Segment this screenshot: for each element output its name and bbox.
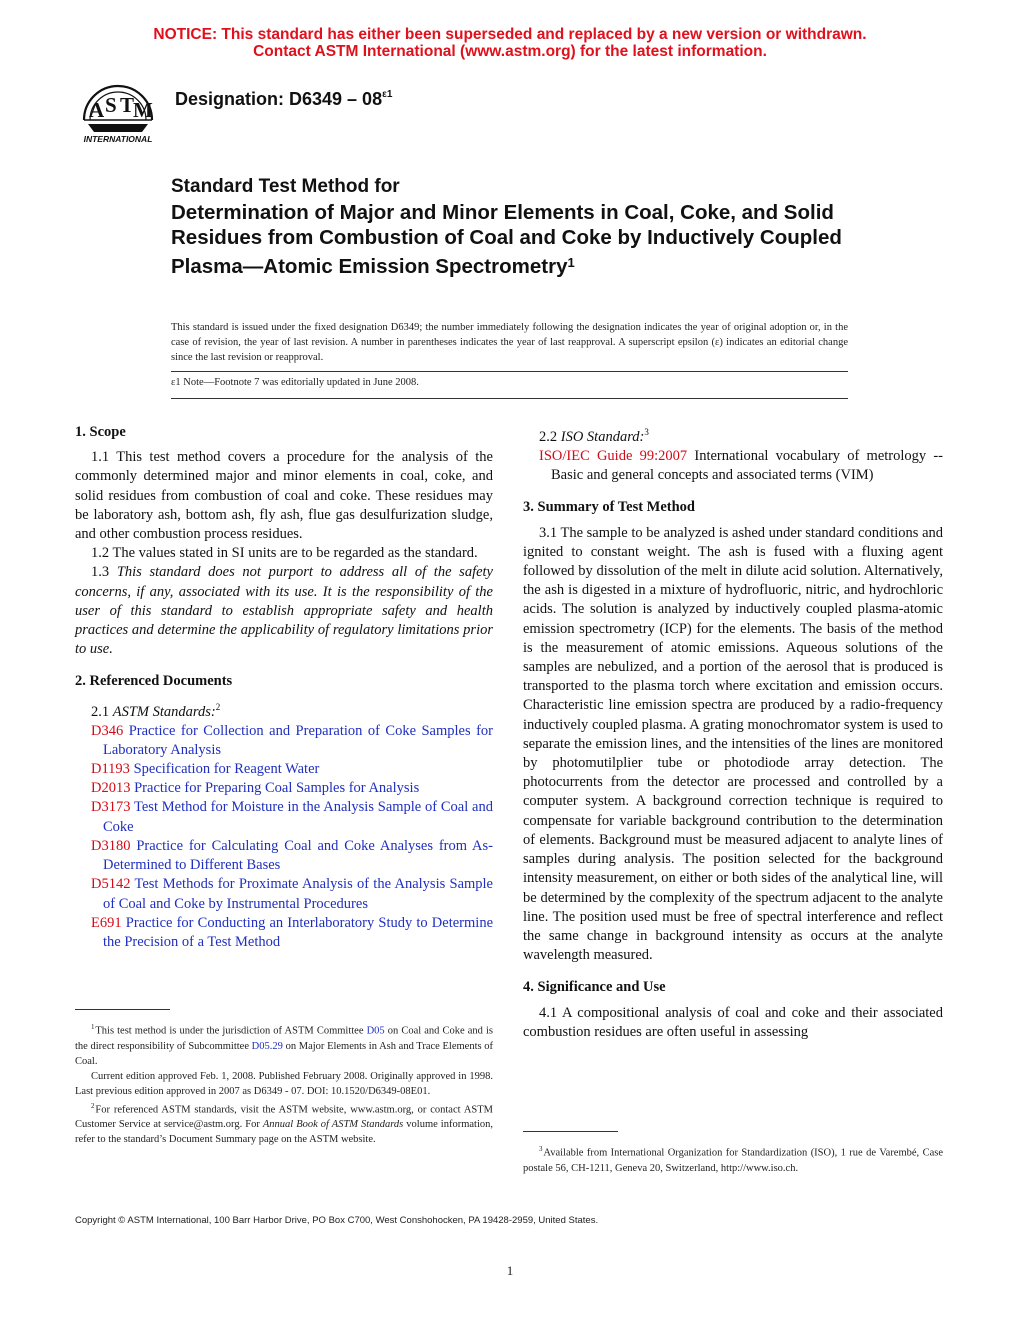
reference-code[interactable]: E691	[91, 914, 122, 931]
footnote-1	[75, 1020, 493, 1069]
designation-label: Designation: D6349 – 08	[175, 89, 383, 109]
summary-paragraph-1: 3.1 The sample to be analyzed is ashed under standard conditions and ignited to constant weight. The ash is fused with a fluxing agent followed by dissolution of the melt in dilute acid solution. Alternatively, the ash is digested in a mixture of hydrofluoric, nitric, and hydrochloric acids. The solution is analyzed by inductively coupled plasma-atomic emission spectrometry (ICP) for the elements. The basis of the method is the measurement of atomic emissions. Aqueous solutions of the samples are nebulized, and a portion of the aerosol that is produced is transported to the plasma torch where excitation and emission occurs. Characteristic line emission spectra are produced by a radio-frequency inductively coupled plasma. A grating monochromator system is used to separate the emission lines, and the intensities of the lines are monitored by photomutilplier tube or photodiode array detection. The photocurrents from the detector are processed and controlled by a computer system. A background correction technique is required to compensate for variable background contribution to the determination of elements. Background must be measured adjacent to analyte lines of samples during analysis. The position selected for the background intensity measurement, on either or both sides of the analytical line, will be determined by the complexity of the spectrum adjacent to the analyte line. The position used must be free of spectral interference and reflect the same change in background intensity as occurs at the analyte wavelength measured.	[523, 524, 944, 964]
significance-paragraph-1: 4.1 A compositional analysis of coal and coke and their associated combustion residues are often useful in assessing	[523, 1004, 943, 1040]
standard-issuance-note: This standard is issued under the fixed designation D6349; the number immediately following the designation indicates the year of original adoption or, in the case of revision, the year of last revision. A number in parentheses indicates the year of last reapproval. A superscript epsilon (ε) indicates an editorial change since the last revision or reapproval.	[171, 322, 848, 363]
title-footnote-mark: 1	[567, 255, 575, 270]
svg-text:S: S	[105, 93, 117, 117]
reference-code[interactable]: D346	[91, 722, 124, 739]
reference-title[interactable]: Practice for Collection and Preparation of Coke Samples for Laboratory Analysis	[103, 722, 494, 758]
notice-line-2: Contact ASTM International (www.astm.org) for the latest information.	[253, 43, 767, 60]
scope-paragraph-3	[75, 563, 493, 659]
reference-code[interactable]: D3180	[91, 837, 131, 854]
reference-code[interactable]: D2013	[91, 780, 131, 797]
reference-code[interactable]: D1193	[91, 761, 130, 778]
iso-standard-text: ISO Standard:	[560, 428, 645, 445]
logo-subtext: INTERNATIONAL	[83, 134, 153, 144]
footnote-2-text-a: For referenced ASTM standards, visit the ASTM website, www.astm.org, or contact ASTM Customer Service at service@astm.org. For	[75, 1104, 493, 1130]
divider	[171, 371, 848, 372]
iso-reference-item[interactable]	[539, 447, 943, 485]
footnotes-left	[75, 1020, 493, 1147]
reference-title[interactable]: Practice for Conducting an Interlaboratory Study to Determine the Precision of a Test Method	[103, 914, 493, 950]
designation	[175, 89, 392, 110]
committee-link[interactable]: D05	[366, 1025, 385, 1037]
iso-standard-label	[523, 423, 943, 447]
footnote-1-text-a: This test method is under the jurisdiction of ASTM Committee	[95, 1025, 364, 1037]
reference-code[interactable]: D3173	[91, 799, 131, 816]
reference-title[interactable]: Specification for Reagent Water	[133, 761, 320, 778]
scope-paragraph-2: 1.2 The values stated in SI units are to be regarded as the standard.	[91, 545, 478, 562]
svg-text:T: T	[120, 93, 135, 117]
designation-superscript: ε1	[382, 89, 393, 100]
scope-heading: 1. Scope	[75, 424, 126, 440]
reference-item[interactable]	[91, 914, 493, 952]
reference-item[interactable]	[91, 722, 493, 760]
iso-reference-code[interactable]: ISO/IEC Guide 99:2007	[539, 448, 688, 465]
footnote-1-mark: 1	[91, 1023, 95, 1031]
footnote-3-mark: 3	[539, 1145, 543, 1153]
footnote-divider	[523, 1131, 618, 1132]
title-main-text: Determination of Major and Minor Elements in Coal, Coke, and Solid Residues from Combustion of Coal and Coke by Inductively Coupled Plasma—Atomic Emission Spectrometry	[171, 201, 842, 278]
astm-logo	[76, 76, 160, 152]
footnote-divider	[75, 1009, 170, 1010]
footnotes-right	[523, 1142, 943, 1176]
epsilon-note: ε1 Note—Footnote 7 was editorially updated in June 2008.	[171, 377, 419, 388]
reference-item[interactable]	[91, 798, 493, 836]
significance-heading: 4. Significance and Use	[523, 979, 666, 996]
withdrawn-notice	[0, 26, 1020, 60]
copyright-line: Copyright © ASTM International, 100 Barr Harbor Drive, PO Box C700, West Conshohocken, PA 19428-2959, United States.	[75, 1215, 599, 1226]
iso-standard-number: 2.2	[539, 428, 558, 445]
reference-item[interactable]	[91, 875, 493, 913]
footnote-1-text-c: on Major Elements in Ash and Trace Elements of Coal.	[75, 1040, 493, 1067]
page-number: 1	[506, 1263, 514, 1278]
footnote-2-italic: Annual Book of ASTM Standards	[262, 1119, 404, 1130]
reference-title[interactable]: Test Methods for Proximate Analysis of the Analysis Sample of Coal and Coke by Instrumental Procedures	[103, 876, 493, 912]
footnote-1-text-b: on Coal and Coke and is the direct responsibility of Subcommittee	[75, 1025, 494, 1052]
referenced-documents-list	[75, 722, 493, 952]
reference-item[interactable]	[91, 760, 493, 779]
scope-paragraph-3-text: This standard does not purport to address all of the safety concerns, if any, associated with its use. It is the responsibility of the user of this standard to establish appropriate safety and health practices and determine the applicability of regulatory limitations prior to use.	[75, 564, 493, 658]
astm-standards-sup: 2	[215, 701, 221, 712]
iso-reference-title: International vocabulary of metrology -- Basic and general concepts and associated terms (VIM)	[551, 448, 944, 484]
reference-code[interactable]: D5142	[91, 876, 131, 893]
svg-text:A: A	[89, 98, 105, 122]
reference-title[interactable]: Test Method for Moisture in the Analysis Sample of Coal and Coke	[103, 799, 493, 835]
iso-standard-sup: 3	[644, 427, 649, 437]
title-line-1: Standard Test Method for	[171, 176, 400, 197]
referenced-documents-heading: 2. Referenced Documents	[75, 673, 233, 690]
footnote-2-mark: 2	[91, 1101, 95, 1110]
scope-paragraph-1: 1.1 This test method covers a procedure for the analysis of the commonly determined major and minor elements in coal, coke, and solid residues from combustion of coal and coke. These residues may be laboratory ash, bottom ash, fly ash, flue gas desulfurization sludge, and other combustion process residues.	[75, 449, 493, 543]
astm-standards-number: 2.1	[91, 703, 110, 720]
astm-standards-label	[75, 698, 493, 722]
footnote-1-edition: Current edition approved Feb. 1, 2008. Published February 2008. Originally approved in 1998. Last previous edition approved in 2007 as D6349 - 07. DOI: 10.1520/D6349-08E01.	[75, 1070, 493, 1097]
divider	[171, 398, 848, 399]
footnote-2-text-b: volume information, refer to the standard’s Document Summary page on the ASTM website.	[75, 1119, 493, 1145]
notice-line-1: NOTICE: This standard has either been superseded and replaced by a new version or withdrawn.	[153, 26, 867, 43]
scope-paragraph-3-number: 1.3	[91, 564, 110, 581]
footnote-3	[523, 1142, 943, 1176]
reference-item[interactable]	[91, 837, 493, 875]
title-main	[171, 200, 871, 279]
reference-title[interactable]: Practice for Calculating Coal and Coke Analyses from As-Determined to Different Bases	[103, 837, 493, 874]
right-column	[523, 423, 943, 1042]
reference-item[interactable]	[91, 779, 493, 798]
astm-logo-mark	[76, 76, 160, 152]
svg-text:M: M	[133, 98, 153, 122]
astm-standards-text: ASTM Standards:	[112, 703, 216, 720]
document-title	[171, 176, 871, 279]
reference-title[interactable]: Practice for Preparing Coal Samples for Analysis	[134, 780, 420, 797]
footnote-3-text: Available from International Organization for Standardization (ISO), 1 rue de Varembé, Case postale 56, CH-1211, Geneva 20, Switzerland, http://www.iso.ch.	[523, 1147, 943, 1174]
footnote-2	[75, 1099, 493, 1148]
left-column	[75, 423, 493, 952]
subcommittee-link[interactable]: D05.29	[251, 1040, 283, 1052]
summary-heading: 3. Summary of Test Method	[523, 499, 695, 516]
